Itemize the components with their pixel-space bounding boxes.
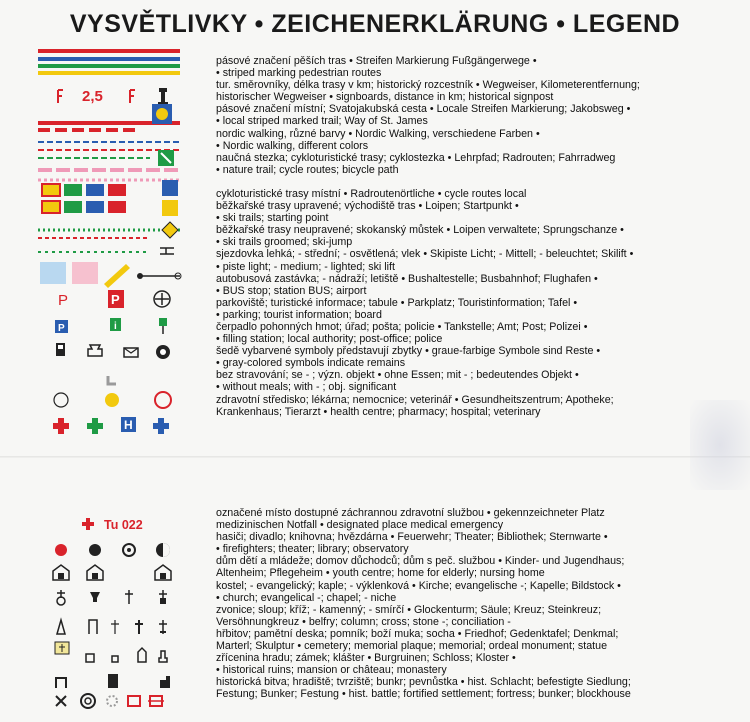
tourist-info-icon: [110, 318, 121, 332]
memorial-plaque-icon: [86, 654, 94, 662]
legend-entry-line: • ski trails; starting point: [216, 212, 329, 225]
nursing-home-icon: [155, 565, 171, 580]
legend-entry: [216, 103, 741, 127]
legend-entry-line: • firefighters; theater; library; observatory: [216, 543, 409, 556]
nordic-walking-symbol: [38, 142, 180, 166]
statue-icon: [159, 651, 167, 662]
page-title: VYSVĚTLIVKY • ZEICHENERKLÄRUNG • LEGEND: [69, 10, 681, 38]
bunker-icon: [128, 696, 140, 706]
legend-entry: [216, 394, 741, 418]
legend-entry: [216, 224, 741, 248]
youth-centre-icon: [53, 565, 69, 580]
legend-entry-line: zdravotní středisko; lékárna; nemocnice; veterinář • Gesundheitszentrum; Apotheke;: [216, 393, 614, 406]
filling-station-icon: [56, 343, 65, 356]
with-meals-icon: [105, 393, 119, 407]
legend-entry: [216, 507, 741, 531]
chateau-icon: [108, 674, 118, 688]
legend-entry: [216, 297, 741, 321]
fortress-icon: [107, 696, 117, 706]
legend-text-section-2: [216, 507, 741, 701]
local-trail-symbol: [38, 104, 180, 130]
legend-text-section-1: [216, 55, 741, 418]
legend-entry-line: tur. směrovníky, délka trasy v km; historický rozcestník • Wegweiser, Kilometerentfernung;: [216, 79, 640, 92]
svg-text:P: P: [111, 292, 120, 307]
page-fold: [0, 456, 750, 458]
legend-entry: [216, 604, 741, 628]
conciliation-cross-icon: [159, 620, 167, 634]
authority-icon: [88, 345, 102, 356]
svg-text:P: P: [58, 323, 65, 334]
pharmacy-icon: [87, 418, 103, 434]
legend-entry-line: sjezdovka lehká; - střední; - osvětlená; vlek • Skipiste Licht; - Mittell; - beleuchtet; Skilift •: [216, 248, 634, 261]
blockhouse-icon: [148, 696, 164, 706]
police-icon: [156, 345, 170, 359]
legend-entry: [216, 152, 741, 176]
home-elderly-icon: [87, 565, 103, 580]
legend-entry: [216, 369, 741, 393]
legend-entry-line: čerpadlo pohonných hmot; úřad; pošta; policie • Tankstelle; Amt; Post; Polizei •: [216, 320, 588, 333]
fortified-settlement-icon: [81, 694, 95, 708]
post-office-icon: [124, 348, 138, 357]
legend-entry-line: parkoviště; turistické informace; tabule • Parkplatz; Touristinformation; Tafel •: [216, 296, 578, 309]
observatory-icon: [156, 543, 170, 557]
legend-entry-line: pásové značení pěších tras • Streifen Markierung Fußgängerwege •: [216, 55, 537, 67]
legend-entry: [216, 628, 741, 652]
legend-entry-line: cykloturistické trasy místní • Radroutenörtliche • cycle routes local: [216, 187, 527, 200]
ordeal-monument-icon: [138, 648, 146, 662]
legend-entry: [216, 345, 741, 369]
legend-entry-line: označené místo dostupné záchrannou zdravotní službou • gekennzeichneter Platz: [216, 507, 605, 519]
legend-entry-line: běžkařské trasy neupravené; skokanský můstek • Loipen verwaltete; Sprungschanze •: [216, 224, 624, 237]
monastery-icon: [160, 676, 170, 688]
legend-entry-line: bez stravování; se - ; význ. objekt • ohne Essen; mit - ; bedeutendes Objekt •: [216, 369, 579, 382]
local-cycle-route-symbol: [42, 180, 178, 216]
legend-entry: [216, 55, 741, 79]
board-icon: [159, 318, 167, 334]
legend-entry-line: • BUS stop; station BUS; airport: [216, 284, 367, 297]
legend-entry-line: • church; evangelical -; chapel; - niche: [216, 591, 397, 604]
legend-entry: [216, 321, 741, 345]
parking-icon: [55, 320, 68, 334]
firefighters-icon: [55, 544, 67, 556]
legend-entry-line: Krankenhaus; Tierarzt • health centre; pharmacy; hospital; veterinary: [216, 405, 541, 418]
remains-icon: [108, 376, 116, 384]
church-icon: [57, 590, 65, 605]
legend-entry-line: • ski trails groomed; ski-jump: [216, 236, 353, 249]
bus-stop-icon: [58, 292, 68, 309]
legend-entry: [216, 188, 741, 200]
legend-entry-line: • striped marking pedestrian routes: [216, 67, 382, 80]
legend-entry-line: dům dětí a mládeže; domov důchodců; dům s peč. službou • Kinder- und Jugendhaus;: [216, 555, 625, 568]
svg-text:H: H: [124, 418, 133, 432]
legend-entry-line: Versöhnungkreuz • belfry; column; cross; stone -; conciliation -: [216, 615, 511, 628]
legend-entry-line: • nature trail; cycle routes; bicycle path: [216, 163, 399, 176]
hospital-icon: [121, 417, 136, 432]
legend-entry-line: • Nordic walking, different colors: [216, 139, 369, 152]
belfry-icon: [57, 620, 65, 634]
legend-entry-line: zřícenina hradu; zámek; klášter • Burgruinen; Schloss; Kloster •: [216, 652, 516, 665]
chapel-icon: [125, 590, 133, 604]
legend-entry: [216, 128, 741, 152]
legend-entry-line: medizinischen Notfall • designated place medical emergency: [216, 519, 504, 532]
cross-icon: [111, 620, 119, 634]
legend-entry-line: Festung; Bunker; Festung • hist. battle; fortified settlement; fortress; bunker; blockhouse: [216, 688, 631, 701]
legend-entry: [216, 531, 741, 555]
legend-entry-line: naučná stezka; cykloturistické trasy; cyklostezka • Lehrpfad; Radrouten; Fahrradweg: [216, 151, 616, 164]
signpost-icons: [58, 88, 168, 105]
legend-entry-line: Altenheim; Pflegeheim • youth centre; home for elderly; nursing home: [216, 567, 545, 580]
legend-entry-line: autobusová zastávka; - nádraží; letiště • Bushaltestelle; Busbahnhof; Flughafen •: [216, 272, 598, 285]
legend-entry-line: hřbitov; pamětní deska; pomník; boží muka; socha • Friedhof; Gedenktafel; Denkmal;: [216, 627, 619, 640]
column-icon: [89, 620, 97, 634]
niche-icon: [159, 590, 167, 604]
legend-entry-line: historická bitva; hradiště; tvrziště; bunkr; pevnůstka • hist. Schlacht; befestigte Siedlung;: [216, 676, 631, 689]
tourist-code-label: [104, 518, 143, 532]
veterinary-icon: [153, 418, 169, 434]
legend-entry: [216, 580, 741, 604]
legend-entry: [216, 273, 741, 297]
legend-entry-line: • filling station; local authority; post-office; police: [216, 333, 443, 346]
ruins-icon: [56, 678, 66, 688]
svg-text:i: i: [114, 321, 117, 332]
legend-entry: [216, 200, 741, 224]
cemetery-icon: [55, 642, 69, 654]
legend-entry-line: • historical ruins; mansion or château; monastery: [216, 664, 447, 677]
legend-entry-line: běžkařské trasy upravené; východiště tras • Loipen; Startpunkt •: [216, 200, 519, 213]
legend-symbols: [0, 0, 215, 722]
emergency-place-icon: [82, 518, 94, 530]
entry-gap: [216, 176, 741, 188]
legend-entry-line: • piste light; - medium; - lighted; ski lift: [216, 260, 395, 273]
legend-entry-line: kostel; - evangelický; kaple; - výklenková • Kirche; evangelische -; Kapelle; Bildstock •: [216, 579, 621, 592]
km-label: 2,5: [82, 88, 103, 105]
library-icon: [123, 544, 135, 556]
legend-entry: [216, 248, 741, 272]
evangelical-church-icon: [90, 592, 100, 602]
legend-entry: [216, 652, 741, 676]
legend-entry: [216, 676, 741, 700]
legend-entry-line: šedě vybarvené symboly představují zbytky • graue-farbige Symbole sind Reste •: [216, 345, 601, 358]
legend-entry-line: • without meals; with - ; obj. significant: [216, 381, 397, 394]
legend-entry-line: nordic walking, různé barvy • Nordic Walking, verschiedene Farben •: [216, 127, 540, 140]
striped-marking-symbol: [38, 49, 180, 75]
legend-entry: [216, 79, 741, 103]
legend-entry-line: zvonice; sloup; kříž; - kamenný; - smírčí • Glockenturm; Säule; Kreuz; Steinkreuz;: [216, 603, 602, 616]
legend-entry-line: pásové značení místní; Svatojakubská cesta • Locale Streifen Markierung; Jakobsweg •: [216, 103, 631, 116]
bus-station-icon: [108, 290, 124, 308]
airport-icon: [154, 291, 170, 307]
stone-cross-icon: [135, 620, 143, 634]
battle-icon: [56, 696, 66, 706]
legend-entry-line: • gray-colored symbols indicate remains: [216, 357, 406, 370]
theater-icon: [89, 544, 101, 556]
legend-entry-line: • parking; tourist information; board: [216, 308, 382, 321]
memorial-icon: [112, 656, 118, 662]
legend-entry-line: Marterl; Skulptur • cemetery; memorial plaque; memorial; ordeal monument; statue: [216, 640, 608, 653]
significant-object-icon: [155, 392, 171, 408]
piste-symbol: [40, 262, 181, 288]
cycle-route-symbol: [38, 170, 180, 180]
legend-entry-line: hasiči; divadlo; knihovna; hvězdárna • Feuerwehr; Theater; Bibliothek; Sternwarte •: [216, 531, 608, 544]
health-centre-icon: [53, 418, 69, 434]
svg-text:Tu 022: Tu 022: [104, 518, 143, 532]
no-meals-icon: [54, 393, 68, 407]
legend-entry-line: historischer Wegweiser • signboards, distance in km; historical signpost: [216, 91, 554, 104]
legend-entry-line: • local striped marked trail; Way of St. James: [216, 115, 428, 128]
ski-trail-symbol: [38, 222, 180, 254]
svg-text:P: P: [58, 292, 69, 309]
legend-entry: [216, 555, 741, 579]
